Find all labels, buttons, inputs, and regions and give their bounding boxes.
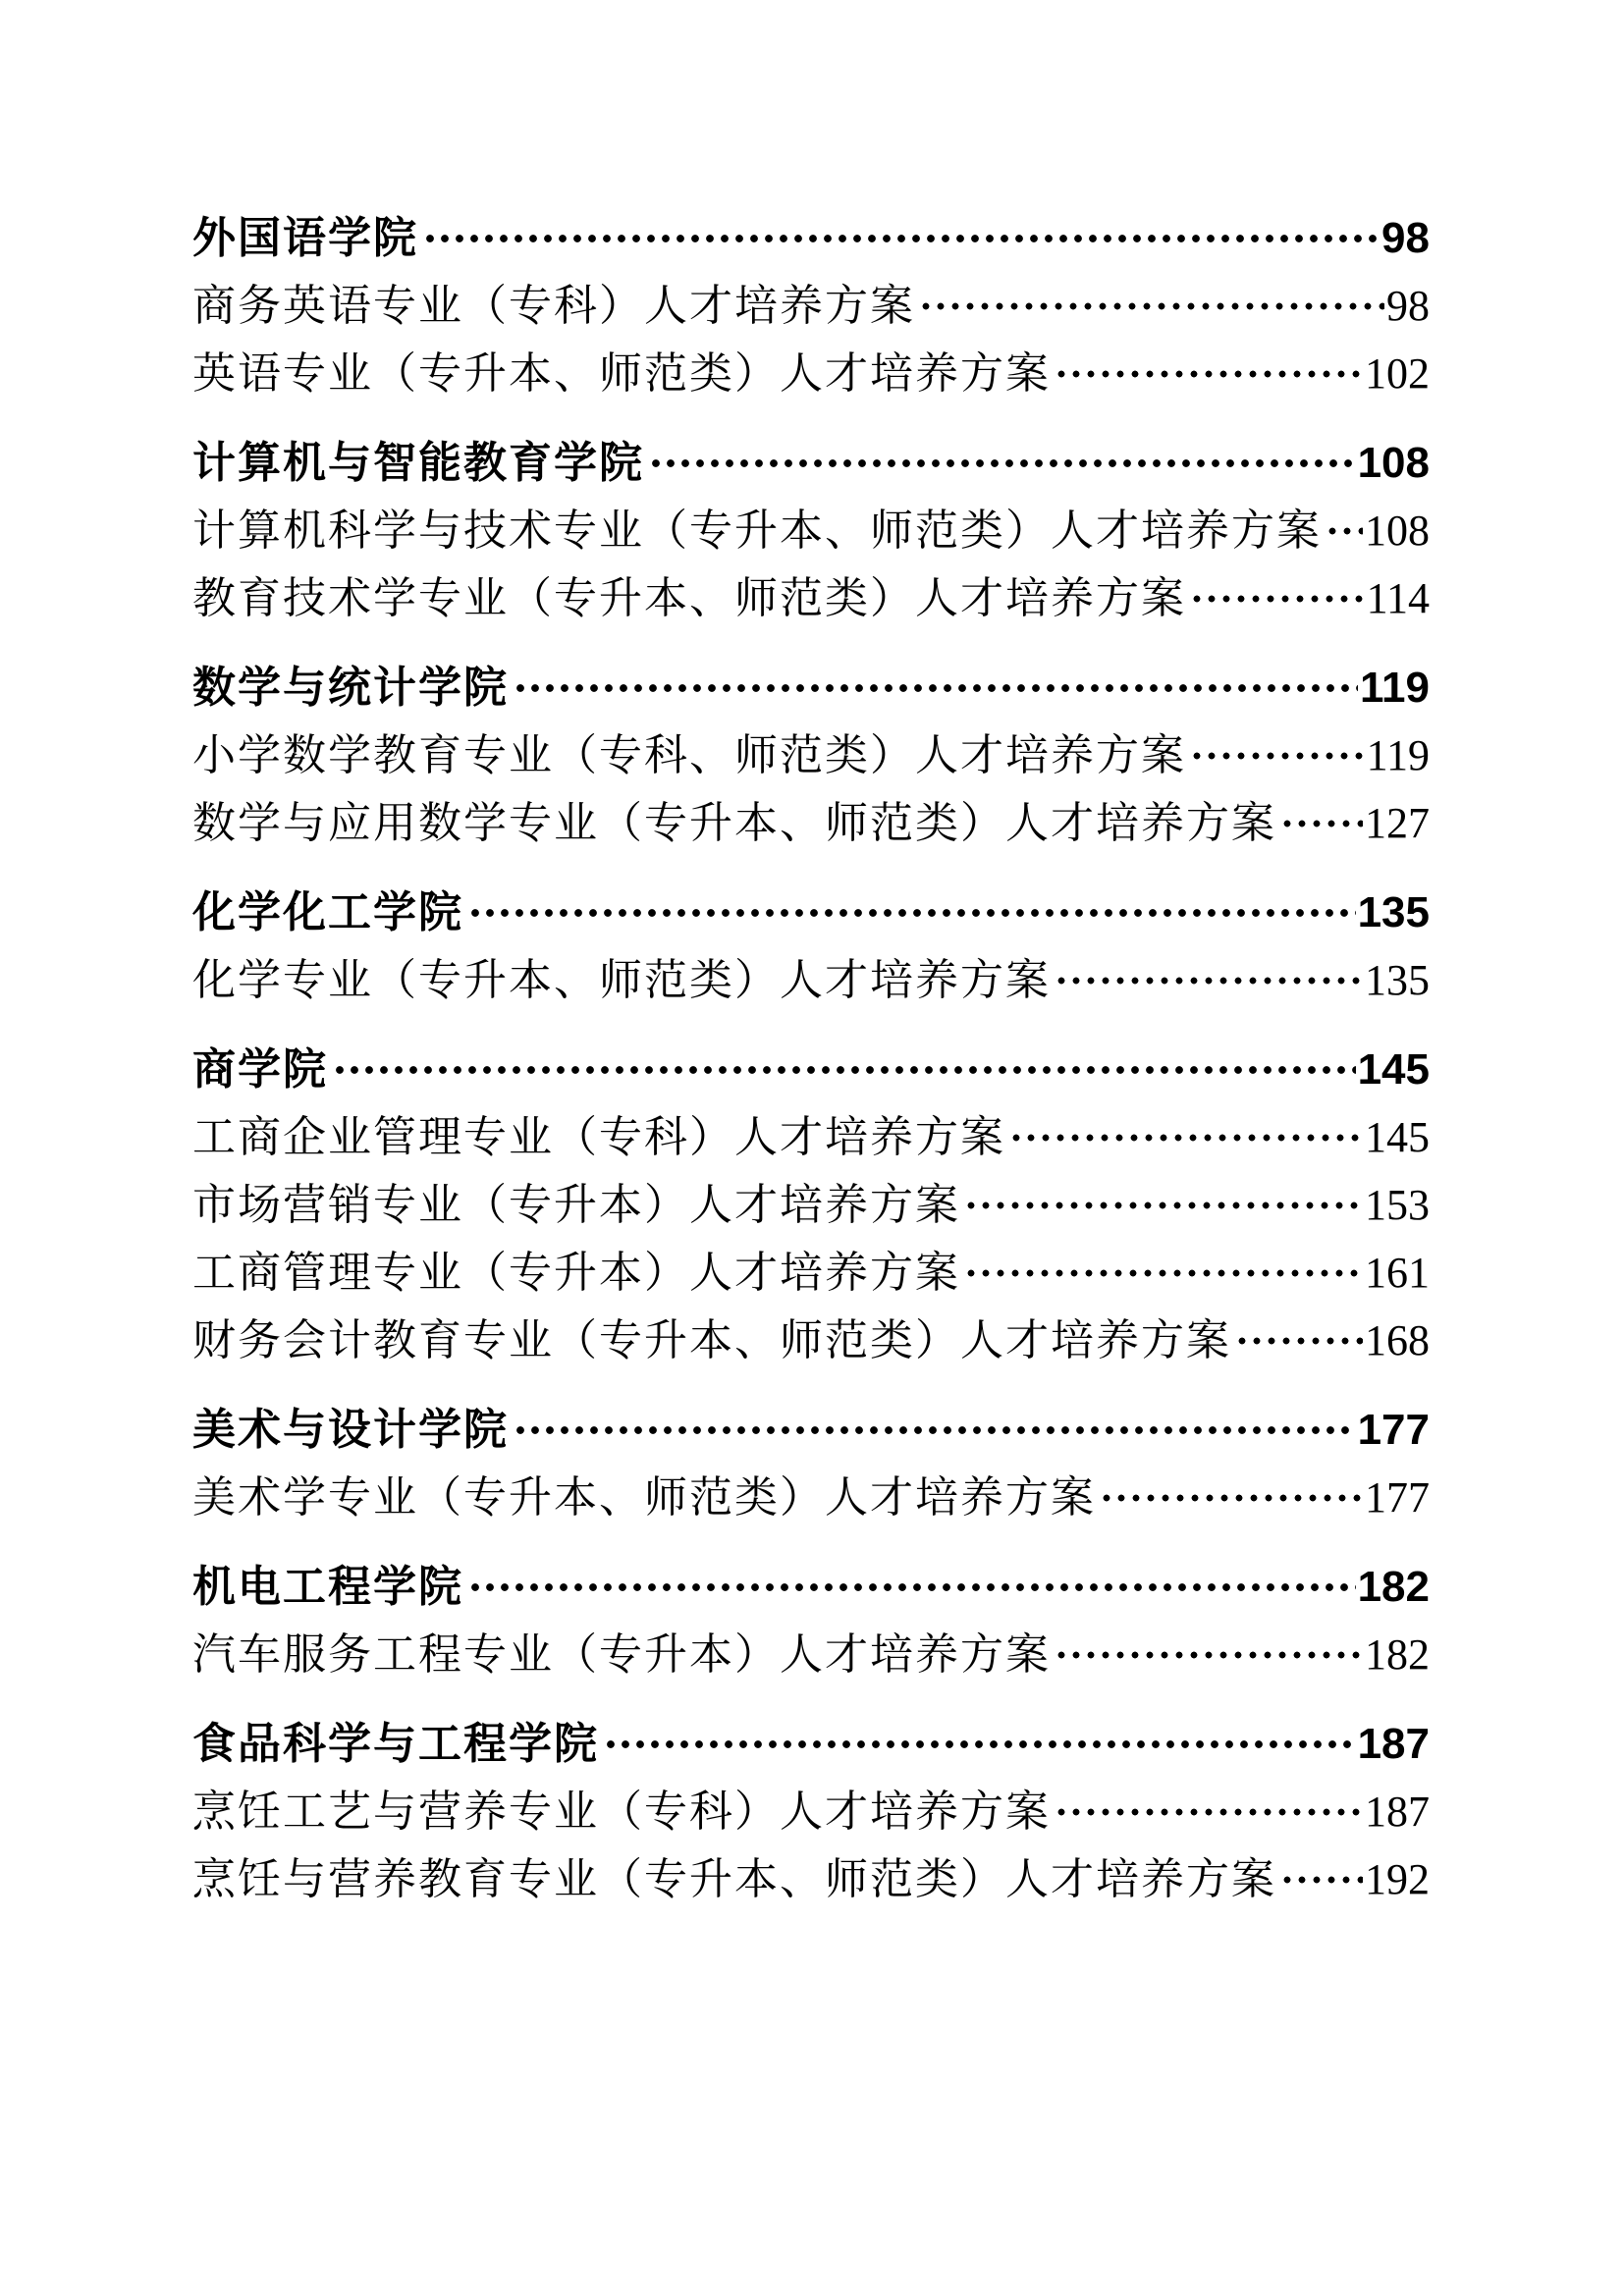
toc-page-number: 98 <box>1381 213 1430 262</box>
dot-leader <box>1055 973 1363 988</box>
toc-row-college <box>192 879 1430 946</box>
toc-page-number: 177 <box>1365 1472 1430 1522</box>
dot-leader <box>1280 1872 1363 1888</box>
toc-entry-title: 烹饪工艺与营养专业（专科）人才培养方案 <box>192 1787 1051 1836</box>
toc-entry-title: 数学与统计学院 <box>192 663 509 712</box>
dot-leader <box>467 1579 1356 1595</box>
dot-leader <box>1009 1130 1363 1146</box>
toc-row-college <box>192 1036 1430 1103</box>
table-of-contents <box>192 204 1430 1913</box>
toc-page-number: 182 <box>1365 1629 1430 1679</box>
toc-row-program <box>192 1103 1430 1171</box>
toc-row-college <box>192 1396 1430 1464</box>
dot-leader <box>648 455 1356 471</box>
toc-row-program <box>192 1845 1430 1913</box>
toc-entry-title: 化学化工学院 <box>192 887 463 936</box>
toc-row-program <box>192 497 1430 564</box>
toc-page-number: 161 <box>1365 1248 1430 1297</box>
dot-leader <box>513 1422 1356 1438</box>
toc-row-program <box>192 564 1430 632</box>
toc-entry-title: 汽车服务工程专业（专升本）人才培养方案 <box>192 1629 1051 1679</box>
toc-row-college <box>192 1710 1430 1778</box>
dot-leader <box>1100 1490 1363 1506</box>
toc-row-program <box>192 721 1430 789</box>
toc-page-number: 168 <box>1365 1315 1430 1364</box>
dot-leader <box>1190 591 1365 607</box>
toc-entry-title: 财务会计教育专业（专升本、师范类）人才培养方案 <box>192 1315 1231 1364</box>
toc-row-college <box>192 204 1430 272</box>
toc-page-number: 114 <box>1366 573 1430 622</box>
dot-leader <box>332 1062 1356 1078</box>
toc-entry-title: 食品科学与工程学院 <box>192 1719 599 1768</box>
dot-leader <box>513 680 1358 696</box>
toc-row-college <box>192 429 1430 497</box>
toc-page-number: 108 <box>1365 506 1430 555</box>
toc-page-number: 98 <box>1386 281 1430 330</box>
toc-page-number: 182 <box>1357 1562 1430 1611</box>
toc-entry-title: 小学数学教育专业（专科、师范类）人才培养方案 <box>192 730 1186 779</box>
dot-leader <box>1280 816 1363 831</box>
toc-entry-title: 商务英语专业（专科）人才培养方案 <box>192 281 915 330</box>
toc-entry-title: 商学院 <box>192 1044 328 1094</box>
toc-row-program <box>192 340 1430 407</box>
toc-entry-title: 计算机科学与技术专业（专升本、师范类）人才培养方案 <box>192 506 1322 555</box>
toc-row-program <box>192 789 1430 857</box>
dot-leader <box>919 298 1384 314</box>
toc-row-program <box>192 1171 1430 1239</box>
toc-entry-title: 烹饪与营养教育专业（专升本、师范类）人才培养方案 <box>192 1854 1276 1903</box>
dot-leader <box>1326 523 1363 539</box>
dot-leader <box>467 905 1356 921</box>
toc-page-number: 145 <box>1357 1044 1430 1094</box>
toc-entry-title: 机电工程学院 <box>192 1562 463 1611</box>
toc-entry-title: 美术学专业（专升本、师范类）人才培养方案 <box>192 1472 1096 1522</box>
toc-page-number: 135 <box>1365 955 1430 1004</box>
toc-page-number: 119 <box>1360 663 1430 712</box>
toc-page-number: 135 <box>1357 887 1430 936</box>
toc-entry-title: 美术与设计学院 <box>192 1405 509 1454</box>
toc-entry-title: 工商管理专业（专升本）人才培养方案 <box>192 1248 960 1297</box>
toc-row-program <box>192 1621 1430 1688</box>
toc-page-number: 153 <box>1365 1180 1430 1229</box>
toc-row-college <box>192 654 1430 721</box>
toc-page-number: 127 <box>1365 798 1430 847</box>
toc-entry-title: 计算机与智能教育学院 <box>192 438 644 487</box>
dot-leader <box>1055 1647 1363 1663</box>
dot-leader <box>1055 366 1363 382</box>
toc-entry-title: 教育技术学专业（专升本、师范类）人才培养方案 <box>192 573 1186 622</box>
toc-row-program <box>192 1307 1430 1374</box>
toc-row-program <box>192 1239 1430 1307</box>
toc-entry-title: 数学与应用数学专业（专升本、师范类）人才培养方案 <box>192 798 1276 847</box>
toc-entry-title: 工商企业管理专业（专科）人才培养方案 <box>192 1112 1005 1161</box>
toc-entry-title: 市场营销专业（专升本）人才培养方案 <box>192 1180 960 1229</box>
toc-page-number: 187 <box>1357 1719 1430 1768</box>
dot-leader <box>603 1736 1356 1752</box>
dot-leader <box>1190 748 1365 764</box>
toc-page-number: 177 <box>1357 1405 1430 1454</box>
toc-page-number: 108 <box>1357 438 1430 487</box>
toc-page-number: 145 <box>1365 1112 1430 1161</box>
toc-page-number: 192 <box>1365 1854 1430 1903</box>
toc-row-program <box>192 272 1430 340</box>
toc-row-program <box>192 1464 1430 1531</box>
toc-page-number: 187 <box>1365 1787 1430 1836</box>
dot-leader <box>964 1198 1363 1213</box>
toc-row-college <box>192 1553 1430 1621</box>
toc-row-program <box>192 946 1430 1014</box>
toc-entry-title: 外国语学院 <box>192 213 418 262</box>
dot-leader <box>1055 1804 1363 1820</box>
dot-leader <box>1235 1333 1363 1349</box>
toc-row-program <box>192 1778 1430 1845</box>
toc-entry-title: 化学专业（专升本、师范类）人才培养方案 <box>192 955 1051 1004</box>
toc-page-number: 102 <box>1365 348 1430 398</box>
dot-leader <box>422 231 1380 246</box>
toc-entry-title: 英语专业（专升本、师范类）人才培养方案 <box>192 348 1051 398</box>
toc-page-number: 119 <box>1366 730 1430 779</box>
dot-leader <box>964 1265 1363 1281</box>
